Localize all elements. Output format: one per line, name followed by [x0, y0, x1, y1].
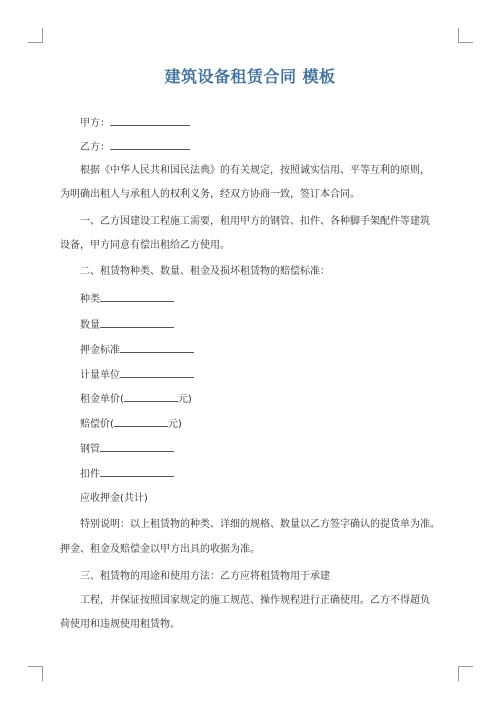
preamble-line-1: 根据《中华人民共和国民法典》的有关规定，按照诚实信用、平等互利的原则， — [80, 165, 430, 176]
crop-mark-top-right — [458, 28, 473, 43]
field-rent-price — [80, 392, 192, 407]
field-compensation — [80, 417, 182, 432]
special-note-line-2: 押金、租金及赔偿金以甲方出具的收据为准。 — [60, 544, 260, 555]
field-type-blank[interactable] — [100, 292, 174, 302]
field-compensation-blank[interactable] — [114, 417, 168, 427]
field-unit-label: 计量单位 — [80, 370, 120, 381]
field-fastener — [80, 467, 174, 482]
field-rent-price-blank[interactable] — [124, 392, 178, 402]
field-quantity-label: 数量 — [80, 320, 100, 331]
field-steel-pipe-label: 钢管 — [80, 444, 100, 455]
field-deposit-standard — [80, 343, 194, 358]
party-a-line — [80, 116, 190, 131]
party-b-blank[interactable] — [110, 140, 190, 150]
field-rent-price-suffix: 元) — [177, 394, 192, 405]
party-b-label: 乙方： — [80, 142, 110, 153]
field-compensation-prefix: 赔偿价( — [80, 419, 114, 430]
party-a-label: 甲方： — [80, 118, 110, 129]
crop-mark-bottom-right — [458, 666, 473, 681]
field-steel-pipe-blank[interactable] — [100, 442, 174, 452]
clause-3-line-3: 荷使用和违规使用租赁物。 — [60, 619, 180, 630]
document-title: 建筑设备租赁合同 模板 — [164, 67, 336, 86]
clause-3-line-1: 三、租赁物的用途和使用方法：乙方应将租赁物用于承建 — [80, 571, 330, 582]
field-deposit-standard-blank[interactable] — [120, 343, 194, 353]
clause-1-line-1: 一、乙方因建设工程施工需要，租用甲方的钢管、扣件、各种脚手架配件等建筑 — [80, 216, 430, 227]
crop-mark-bottom-left — [28, 666, 43, 681]
clause-2-heading: 二、租赁物种类、数量、租金及损坏租赁物的赔偿标准： — [80, 266, 330, 277]
field-rent-price-prefix: 租金单价( — [80, 394, 124, 405]
field-fastener-label: 扣件 — [80, 469, 100, 480]
party-a-blank[interactable] — [110, 116, 190, 126]
clause-3-line-2: 工程，并保证按照国家规定的施工规范、操作规程进行正确使用。乙方不得超负 — [80, 595, 430, 606]
party-b-line — [80, 140, 190, 155]
field-unit-blank[interactable] — [120, 368, 194, 378]
field-quantity — [80, 318, 174, 333]
special-note-line-1: 特别说明：以上租赁物的种类、详细的规格、数量以乙方签字确认的提货单为准。 — [80, 519, 440, 530]
field-type-label: 种类 — [80, 294, 100, 305]
field-steel-pipe — [80, 442, 174, 457]
field-deposit-standard-label: 押金标准 — [80, 345, 120, 356]
field-type — [80, 292, 174, 307]
crop-mark-top-left — [28, 28, 43, 43]
field-deposit-total: 应收押金(共计) — [80, 493, 148, 504]
clause-1-line-2: 设备，甲方同意有偿出租给乙方使用。 — [60, 240, 230, 251]
field-fastener-blank[interactable] — [100, 467, 174, 477]
field-quantity-blank[interactable] — [100, 318, 174, 328]
field-compensation-suffix: 元) — [167, 419, 182, 430]
field-unit — [80, 368, 194, 383]
preamble-line-2: 为明确出租人与承租人的权利义务，经双方协商一致，签订本合同。 — [60, 189, 360, 200]
